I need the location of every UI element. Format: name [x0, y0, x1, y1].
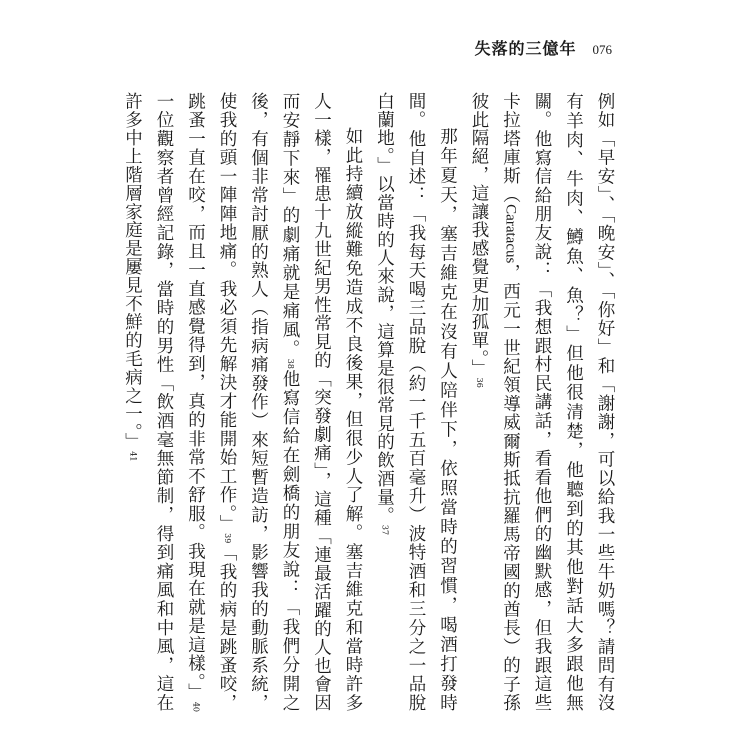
footnote-marker: 41	[128, 451, 138, 462]
footnote-marker: 39	[223, 533, 232, 544]
footnote-marker: 37	[380, 524, 390, 536]
text-run: ，西元一世紀領導威爾斯抵抗羅馬帝國的酋長）的子孫彼此隔絕，這讓我感覺更加孤單。」	[469, 92, 521, 712]
book-title: 失落的三億年	[474, 39, 577, 58]
paragraph-3	[116, 92, 368, 712]
footnote-marker: 38	[286, 358, 295, 369]
text-run: 一位觀察者曾經記錄，當時的男性「飲酒毫無節制，得到痛風和中風，這在許多中上階層家庭是屢見不鮮的毛病之一。」	[122, 92, 174, 712]
running-header	[474, 36, 612, 59]
paragraph-2	[368, 92, 463, 712]
text-run: 他寫信給在劍橋的朋友說：「我們分開之後，有個非常討厭的熟人（指病痛發作）來短暫造訪，影響我的動脈系統，使我的頭一陣陣地痛。我必須先解決才能開始工作。」	[217, 92, 300, 712]
paragraph-1	[463, 92, 621, 712]
page-number: 076	[592, 42, 612, 57]
text-run: 如此持續放縱難免造成不良後果，但很少人了解。塞吉維克和當時許多人一樣，罹患十九世紀男性常見的「突發劇痛」，這種「連最活躍的人也會因而安靜下來」的劇痛就是痛風。	[280, 92, 363, 712]
footnote-marker: 36	[475, 377, 484, 388]
body-text	[120, 92, 620, 712]
footnote-marker: 40	[191, 701, 201, 712]
text-run: 例如「早安」、「晚安」、「你好」和「謝謝，可以給我一些牛奶嗎？請問有沒有羊肉、牛肉、鱒魚、魚？」但他很清楚，他聽到的其他對話大多跟他無關。他寫信給朋友說：「我想跟村民講話，看看他們的幽默感，但我跟這些卡拉塔庫斯（	[500, 92, 615, 712]
text-run: 「我的病是跳蚤咬，跳蚤一直在咬，而且一直感覺得到，真的非常不舒服。我現在就是這樣。」	[185, 92, 237, 712]
text-run: 那年夏天，塞吉維克在沒有人陪伴下，依照當時的習慣，喝酒打發時間。他自述：「我每天喝三品脫（約一千五百毫升）波特酒和三分之一品脫白蘭地。」以當時的人來說，這算是很常見的飲酒量。	[374, 92, 458, 712]
latin-term: Caratacus	[502, 204, 519, 264]
